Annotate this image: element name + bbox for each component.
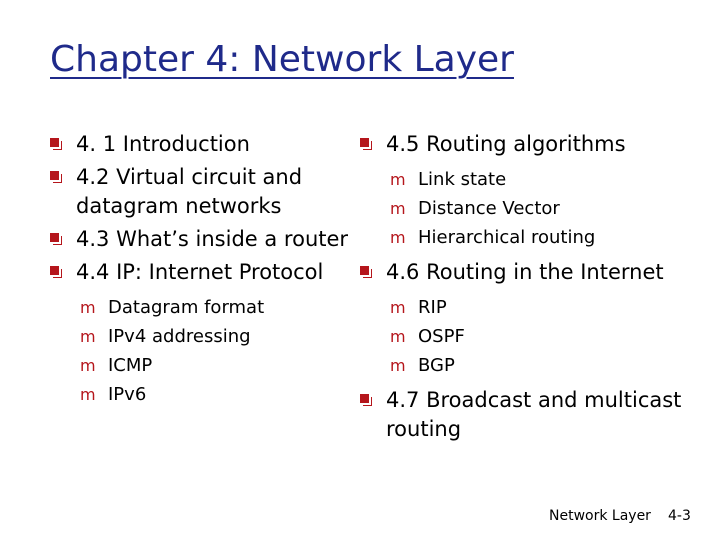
sub-bullet-item — [360, 351, 700, 380]
bullet-square-icon — [50, 138, 63, 151]
bullet-item — [50, 130, 350, 159]
sub-bullet-label: IPv6 — [108, 384, 147, 405]
bullet-label: 4.5 Routing algorithms — [386, 132, 626, 156]
sub-bullet-item — [360, 322, 700, 351]
sub-bullet-icon: m — [80, 385, 96, 404]
sub-bullet-item — [50, 351, 350, 380]
sub-bullet-label: RIP — [418, 297, 447, 318]
sub-bullet-label: IPv4 addressing — [108, 326, 251, 347]
bullet-label: 4.2 Virtual circuit and datagram networks — [76, 165, 303, 218]
sub-bullet-label: OSPF — [418, 326, 465, 347]
bullet-square-icon — [50, 233, 63, 246]
bullet-label: 4.6 Routing in the Internet — [386, 260, 664, 284]
sub-bullet-icon: m — [390, 170, 406, 189]
sub-bullet-icon: m — [80, 327, 96, 346]
sub-bullet-list — [360, 293, 700, 380]
sub-bullet-icon: m — [390, 228, 406, 247]
bullet-square-icon — [360, 394, 373, 407]
sub-bullet-label: ICMP — [108, 355, 153, 376]
bullet-square-icon — [360, 266, 373, 279]
bullet-square-icon — [360, 138, 373, 151]
bullet-square-icon — [50, 171, 63, 184]
bullet-label: 4.3 What’s inside a router — [76, 227, 349, 251]
sub-bullet-label: BGP — [418, 355, 455, 376]
bullet-item — [50, 163, 350, 221]
sub-bullet-label: Datagram format — [108, 297, 265, 318]
sub-bullet-item — [360, 165, 700, 194]
sub-bullet-icon: m — [80, 298, 96, 317]
sub-bullet-list — [50, 293, 350, 409]
sub-bullet-item — [360, 293, 700, 322]
sub-bullet-item — [50, 293, 350, 322]
sub-bullet-item — [360, 223, 700, 252]
page-number: 4-3 — [668, 508, 691, 524]
bullet-item — [360, 258, 700, 287]
sub-bullet-list — [360, 165, 700, 252]
sub-bullet-label: Distance Vector — [418, 198, 560, 219]
sub-bullet-item — [50, 380, 350, 409]
slide-title: Chapter 4: Network Layer — [50, 39, 514, 80]
left-column — [50, 130, 350, 415]
sub-bullet-label: Link state — [418, 169, 507, 190]
sub-bullet-label: Hierarchical routing — [418, 227, 596, 248]
footer-text: Network Layer — [549, 508, 651, 524]
bullet-item — [360, 386, 700, 444]
bullet-item — [50, 258, 350, 287]
bullet-label: 4.4 IP: Internet Protocol — [76, 260, 324, 284]
bullet-label: 4. 1 Introduction — [76, 132, 250, 156]
sub-bullet-icon: m — [390, 199, 406, 218]
sub-bullet-icon: m — [80, 356, 96, 375]
bullet-label: 4.7 Broadcast and multicast routing — [386, 388, 682, 441]
right-column — [360, 130, 700, 448]
bullet-item — [50, 225, 350, 254]
sub-bullet-item — [50, 322, 350, 351]
sub-bullet-icon: m — [390, 356, 406, 375]
sub-bullet-icon: m — [390, 327, 406, 346]
bullet-item — [360, 130, 700, 159]
bullet-square-icon — [50, 266, 63, 279]
sub-bullet-icon: m — [390, 298, 406, 317]
sub-bullet-item — [360, 194, 700, 223]
